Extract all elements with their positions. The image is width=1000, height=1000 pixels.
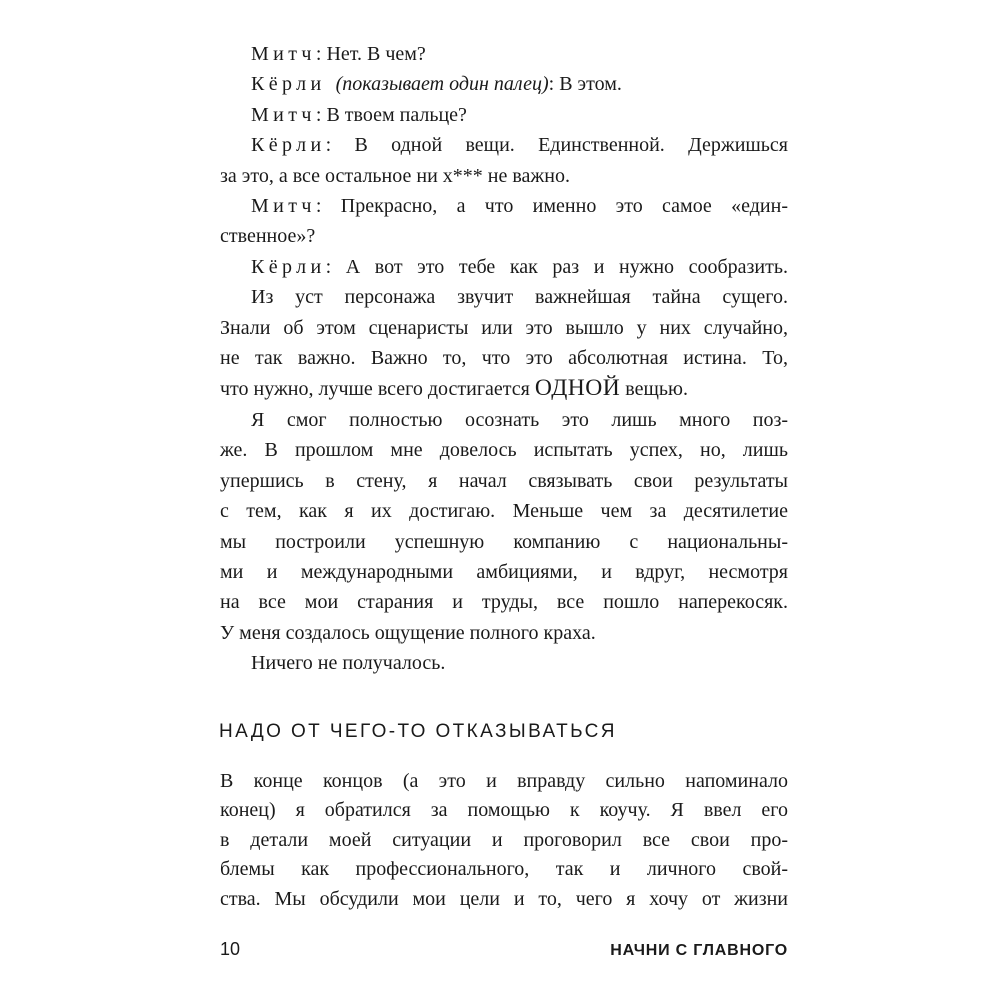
text-run: : Нет. В чем? [315, 43, 426, 65]
text-run: Я смог полностью осознать это лишь много поз- [251, 408, 788, 431]
section-heading: НАДО ОТ ЧЕГО-ТО ОТКАЗЫВАТЬСЯ [219, 721, 617, 742]
text-run: Из уст персонажа звучит важнейшая тайна сущего. [251, 286, 788, 309]
text-line [220, 39, 788, 69]
text-line [220, 69, 788, 99]
text-line [220, 130, 788, 160]
page-number: 10 [220, 939, 241, 959]
text-line [220, 191, 788, 221]
text-run: блемы как профессионального, так и личного свой- [220, 858, 788, 881]
text-line [220, 496, 788, 526]
text-run: У меня создалось ощущение полного краха. [220, 621, 596, 644]
text-run: В конце концов (а это и вправду сильно напоминало [220, 770, 788, 792]
text-line [220, 527, 788, 557]
text-line [220, 796, 788, 825]
text-run: вещью. [620, 378, 688, 401]
text-run: : Прекрасно, а что именно это самое «един- [315, 195, 788, 218]
page-footer [220, 939, 788, 960]
body-text-block-2 [220, 767, 788, 914]
text-run: же. В прошлом мне довелось испытать успех, но, лишь [220, 439, 788, 462]
text-run: в детали моей ситуации и проговорил все свои про- [220, 828, 788, 851]
text-line [220, 282, 788, 312]
text-run: за это, а все остальное ни х*** не важно. [220, 164, 570, 187]
text-line [220, 252, 788, 282]
text-line [220, 767, 788, 796]
text-run: не так важно. Важно то, что это абсолютная истина. То, [220, 347, 788, 370]
text-run: ства. Мы обсудили мои цели и то, чего я хочу от жизни [220, 887, 788, 910]
text-run: Ничего не получалось. [251, 652, 446, 675]
text-run: : В твоем пальце? [315, 103, 467, 126]
text-run: ОДНОЙ [534, 375, 621, 402]
text-run: : В этом. [548, 73, 622, 96]
text-run: Знали об этом сценаристы или это вышло у них случайно, [220, 316, 788, 339]
running-title: НАЧНИ С ГЛАВНОГО [610, 942, 788, 959]
text-run: с тем, как я их достигаю. Меньше чем за десятилетие [220, 500, 788, 523]
text-run: упершись в стену, я начал связывать свои результаты [220, 469, 788, 492]
character-name: Митч [251, 103, 316, 126]
character-name: Митч [251, 195, 316, 218]
text-run: ми и международными амбициями, и вдруг, несмотря [220, 560, 788, 583]
text-line [220, 855, 788, 884]
text-line [220, 221, 788, 251]
text-run: ственное»? [220, 225, 316, 248]
text-line [220, 343, 788, 373]
text-run: мы построили успешную компанию с национальны- [220, 530, 788, 553]
text-line [220, 161, 788, 191]
text-line [220, 435, 788, 465]
text-run: на все мои старания и труды, все пошло наперекосяк. [220, 591, 788, 614]
text-line [220, 557, 788, 587]
text-line [220, 466, 788, 496]
text-line [220, 648, 788, 678]
body-text-block-1 [220, 39, 788, 679]
text-run: : В одной вещи. Единственной. Держишься [325, 134, 788, 157]
text-line [220, 405, 788, 435]
text-line [220, 373, 788, 404]
text-line [220, 587, 788, 617]
text-run: что нужно, лучше всего достигается [220, 378, 535, 401]
text-line [220, 313, 788, 343]
character-name: Кёрли [251, 255, 326, 278]
stage-direction-italic: (показывает один палец) [335, 73, 549, 96]
character-name: Митч [251, 43, 316, 65]
text-run [326, 73, 336, 95]
text-run: : А вот это тебе как раз и нужно сообразить. [325, 255, 788, 278]
character-name: Кёрли [251, 73, 326, 96]
text-line [220, 618, 788, 648]
text-run: конец) я обратился за помощью к коучу. Я ввел его [220, 799, 788, 822]
character-name: Кёрли [251, 134, 326, 157]
text-line [220, 100, 788, 130]
text-line [220, 885, 788, 914]
text-line [220, 826, 788, 855]
